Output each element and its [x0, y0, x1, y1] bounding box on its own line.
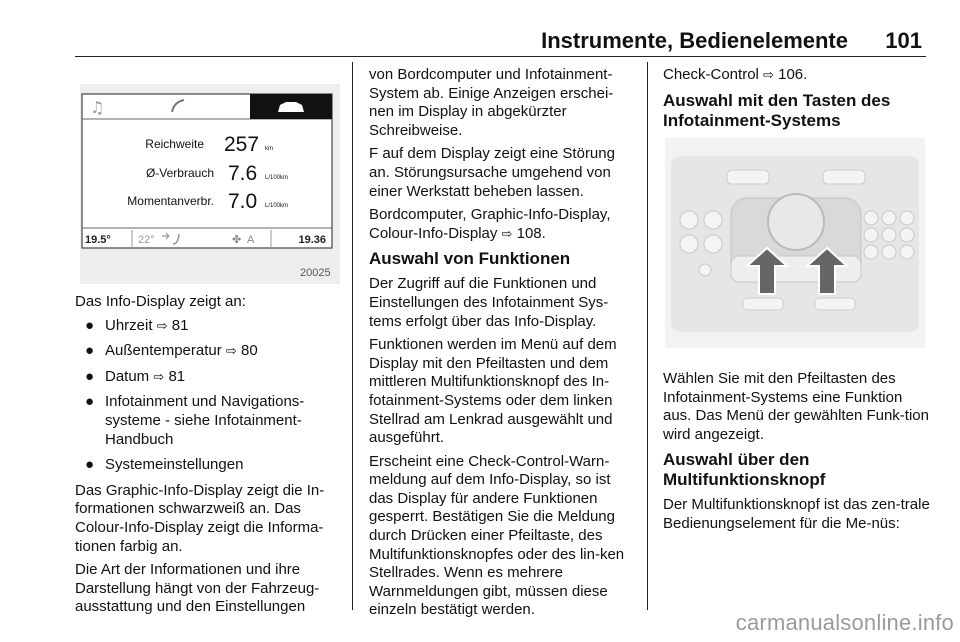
paragraph: Erscheint eine Check-Control-Warn-meldung auf dem Info-Display, so ist das Display für andere Funktionen gesperrt. Bestätigen Sie die Meldung durch Drücken einer Pfeiltaste, des Multifunktionsknopfes oder des lin-ken Stellrades. Wenn es mehrere Warnmeldungen gibt, müssen diese einzeln bestätigt werden.: [369, 452, 625, 619]
column-divider-left: [352, 62, 353, 610]
paragraph: Wählen Sie mit den Pfeiltasten des Infotainment-Systems eine Funktion aus. Das Menü der gewählten Funk-tion wird angezeigt.: [663, 370, 929, 443]
page-ref-link[interactable]: 106.: [778, 66, 808, 83]
column-divider-right: [647, 62, 648, 610]
page-ref-link[interactable]: 81: [171, 316, 189, 334]
page-header: [0, 0, 960, 56]
outside-temp: 19.5°: [85, 234, 111, 246]
section-heading: Auswahl von Funktionen: [369, 249, 571, 269]
bullet: ●: [85, 367, 95, 385]
ref-arrow-icon: ⇨: [156, 317, 168, 333]
paragraph: F auf dem Display zeigt eine Störung an. Störungsursache umgehend von einer Werkstatt beheben lassen.: [369, 145, 615, 200]
moment-unit: L/100km: [265, 203, 289, 209]
ref-arrow-icon: ⇨: [501, 225, 513, 241]
list-item: ● Infotainment und Navigations-systeme - siehe Infotainment-Handbuch: [85, 393, 305, 448]
bullet: ●: [85, 342, 95, 360]
bullet: ●: [85, 316, 95, 334]
ref-arrow-icon: ⇨: [763, 67, 774, 82]
list-item: ● Datum ⇨ 81: [85, 367, 186, 385]
paragraph: von Bordcomputer und Infotainment-System ab. Einige Anzeigen erschei-nen im Display in abgekürzter Schreibweise.: [369, 66, 614, 139]
list-item: ● Außentemperatur ⇨ 80: [85, 342, 258, 360]
verbrauch-unit: L/100km: [265, 175, 289, 181]
page-number: 101: [885, 28, 922, 53]
reichweite-unit: km: [265, 146, 273, 152]
fan-icon: [232, 233, 241, 246]
music-note-icon: [90, 98, 104, 117]
paragraph: Der Zugriff auf die Funktionen und Einstellungen des Infotainment Sys-tems erfolgt über das Info-Display.: [369, 275, 609, 330]
paragraph: Die Art der Informationen und ihre Darstellung hängt von der Fahrzeug-ausstattung und den Einstellungen: [75, 561, 320, 616]
info-list: [75, 317, 345, 475]
left-column: [75, 293, 345, 622]
info-display-figure: [80, 84, 340, 284]
page-ref-link[interactable]: 81: [168, 367, 186, 385]
right-column: [663, 66, 933, 137]
right-column-lower: [663, 370, 933, 539]
bullet: ●: [85, 456, 95, 474]
figure-number: 20025: [300, 267, 331, 279]
paragraph: Der Multifunktionsknopf ist das zen-trale Bedienungselement für die Me-nüs:: [663, 496, 930, 532]
infotainment-buttons-figure: [665, 138, 925, 348]
page-title: Instrumente, Bedienelemente: [541, 28, 848, 53]
ref-arrow-icon: ⇨: [153, 368, 165, 384]
verbrauch-value: 7.6: [228, 162, 258, 185]
list-item: ● Uhrzeit ⇨ 81: [85, 316, 189, 334]
paragraph: Check-Control ⇨ 106.: [663, 66, 808, 83]
reichweite-value: 257: [224, 133, 260, 156]
reichweite-label: Reichweite: [145, 137, 204, 151]
paragraph: Funktionen werden im Menü auf dem Display mit den Pfeiltasten und dem mittleren Multifunktionsknopf des In-fotainment-Systems oder dem linken Stellrad am Lenkrad ausgewählt und ausgeführt.: [369, 336, 617, 447]
list-item: ● Systemeinstellungen: [85, 456, 244, 474]
verbrauch-label: Ø-Verbrauch: [145, 166, 214, 180]
watermark: carmanualsonline.info: [735, 610, 954, 635]
page-ref-link[interactable]: 108.: [516, 224, 546, 242]
bullet: ●: [85, 393, 95, 411]
clock: 19.36: [298, 234, 326, 246]
middle-column: [369, 66, 637, 625]
section-heading: Auswahl mit den Tasten des Infotainment-Systems: [663, 90, 891, 130]
page-ref-link[interactable]: 80: [240, 342, 258, 360]
intro-text: Das Info-Display zeigt an:: [75, 293, 246, 310]
header-rule: [75, 56, 926, 57]
moment-label: Momentanverbr.: [127, 194, 214, 208]
section-heading: Auswahl über den Multifunktionsknopf: [663, 450, 826, 490]
multifunction-knob: [768, 194, 824, 250]
paragraph: Das Graphic-Info-Display zeigt die In-formationen schwarzweiß an. Das Colour-Info-Display zeigt die Informa-tionen farbig an.: [75, 481, 325, 555]
moment-value: 7.0: [228, 190, 258, 213]
svg-text:✤: ✤: [232, 233, 242, 246]
ref-arrow-icon: ⇨: [225, 343, 237, 359]
svg-text:♫: ♫: [90, 98, 105, 117]
paragraph: Bordcomputer, Graphic-Info-Display, Colour-Info-Display ⇨ 108.: [369, 206, 611, 242]
ac-mode: A: [247, 234, 255, 246]
inside-temp: 22°: [138, 234, 155, 246]
